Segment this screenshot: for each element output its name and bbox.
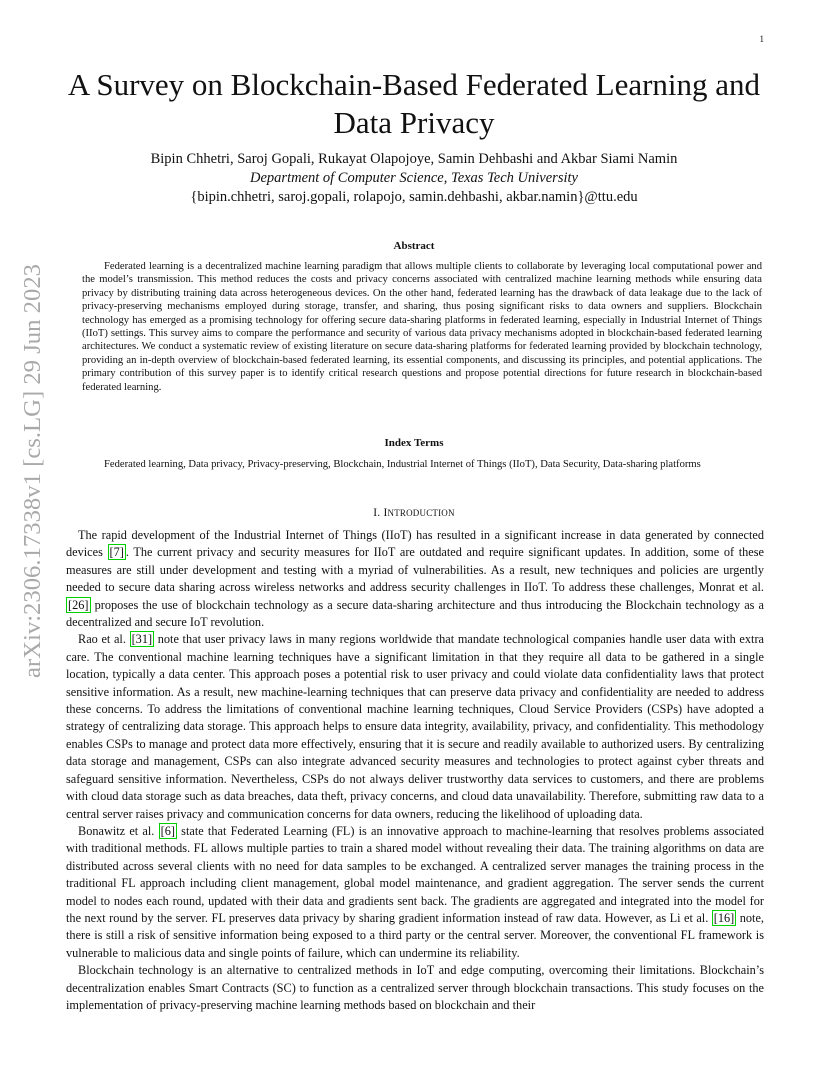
paragraph (66, 962, 764, 1014)
text-run: note that user privacy laws in many regions worldwide that mandate technological companies handle user data with extra care. The conventional machine learning techniques have a significant limitation in that they require all data to be gathered in a single location, typically a data center. This approach poses a potential risk to user privacy and could violate data confidentiality laws that protect sensitive information. As a result, new machine-learning techniques that can preserve data privacy and confidentiality are needed to address these concerns. To address the limitations of conventional machine learning techniques, Cloud Service Providers (CSPs) have adopted a strategy of centralizing data storage. This approach helps to ensure data integrity, availability, privacy, and confidentiality. This methodology enables CSPs to manage and protect data more effectively, ensuring that it is secure and readily available to authorized users. By centralizing data storage and management, CSPs can also integrate advanced security measures and technologies to protect against cyber threats and safeguard sensitive information. Nevertheless, CSPs do not always deliver trustworthy data services to customers, and there are problems with cloud data storage such as data breaches, data theft, privacy concerns, and cloud data unavailability. Therefore, submitting raw data to a central server raises privacy and communication concerns for data owners, reducing the likelihood of uploading data. (66, 632, 765, 821)
citation-link[interactable]: [7] (109, 545, 124, 560)
page-number: 1 (759, 34, 764, 44)
section-name: NTRODUCTION (387, 508, 455, 518)
index-terms-heading: Index Terms (384, 437, 444, 449)
section-numeral: I. I (373, 507, 388, 519)
citation-link[interactable]: [6] (160, 823, 175, 838)
paper-title: A Survey on Blockchain-Based Federated Learning and Data Privacy (67, 67, 761, 140)
introduction-body (66, 527, 764, 1014)
citation-link[interactable]: [26] (68, 597, 89, 612)
text-run: proposes the use of blockchain technology as a secure data-sharing architecture and thus introducing the Blockchain technology as a decentralized and secure IoT revolution. (66, 597, 764, 630)
citation-link[interactable]: [16] (713, 910, 735, 925)
section-heading-introduction (60, 507, 768, 519)
author-names: Bipin Chhetri, Saroj Gopali, Rukayat Olapojoye, Samin Dehbashi and Akbar Siami Namin (150, 151, 678, 167)
text-run: Blockchain technology is an alternative to centralized methods in IoT and edge computing, overcoming their limitations. Blockchain’s decentralization enables Smart Contracts (SC) to function as a centralized server through blockchain transactions. This study focuses on the implementation of privacy-preserving machine learning methods based on blockchain and their (66, 963, 764, 1012)
paragraph (66, 527, 764, 631)
citation-link[interactable]: [31] (131, 632, 153, 647)
paragraph (66, 823, 764, 962)
text-run: Bonawitz et al. (78, 823, 159, 838)
author-block (60, 150, 768, 207)
text-run: Rao et al. (78, 632, 130, 647)
text-run: The rapid development of the Industrial Internet of Things (IIoT) has resulted in a significant increase in data generated by connected devices (66, 528, 764, 560)
text-run: state that Federated Learning (FL) is an innovative approach to machine-learning that resolves problems associated with traditional methods. FL allows multiple parties to train a shared model without revealing their data. The training algorithms on data are distributed across several clients with no need for data samples to be exchanged. A centralized server manages the training process in the traditional FL approach including client management, global model maintenance, and gradient aggregation. The server sends the current model to nodes each round, updated with their data and gradients sent back. The gradients are aggregated and integrated into the model for the next round by the server. FL preserves data privacy by sharing gradient information instead of raw data. However, as Li et al. (66, 823, 764, 925)
arxiv-stamp-text: arXiv:2306.17338v1 [cs.LG] 29 Jun 2023 (20, 275, 46, 678)
text-run: . The current privacy and security measures for IIoT are outdated and require significant updates. In addition, some of these measures are still under development and testing with a myriad of vulnerabilities. As a result, new techniques and policies are urgently needed to secure data sharing across wireless networks and address security challenges in IIoT. To address these challenges, Monrat et al. (66, 545, 764, 595)
author-emails: {bipin.chhetri, saroj.gopali, rolapojo, samin.dehbashi, akbar.namin}@ttu.edu (190, 189, 638, 205)
text-run: note, there is still a risk of sensitive information being exposed to a third party or the central server. Moreover, the conventional FL framework is vulnerable to malicious data and single points of failure, which can undermine its reliability. (66, 910, 765, 960)
abstract-text: Federated learning is a decentralized machine learning paradigm that allows multiple clients to collaborate by leveraging local computational power and the model’s transmission. This method reduces the costs and privacy concerns associated with centralized machine learning methods while ensuring data privacy by distributing training data across heterogeneous devices. On the other hand, federated learning has the drawback of data leakage due to the lack of privacy-preserving mechanisms employed during storage, transfer, and sharing, thus posing significant risks to data owners and suppliers. Blockchain technology has emerged as a promising technology for offering secure data-sharing platforms in federated learning, especially in Industrial Internet of Things (IIoT) settings. This survey aims to compare the performance and security of various data privacy mechanisms adopted in blockchain-based federated learning architectures. We conduct a systematic review of existing literature on secure data-sharing platforms for federated learning provided by blockchain technology, providing an in-depth overview of blockchain-based federated learning, its essential components, and discussing its principles, and potential applications. The primary contribution of this survey paper is to identify critical research questions and propose potential directions for future research in blockchain-based federated learning. (82, 261, 762, 393)
index-terms-text: Federated learning, Data privacy, Privacy-preserving, Blockchain, Industrial Internet of Things (IIoT), Data Security, Data-sharing platforms (104, 459, 701, 470)
abstract-heading: Abstract (393, 240, 435, 252)
arxiv-stamp (16, 260, 46, 680)
paragraph (66, 631, 764, 822)
department: Department of Computer Science, Texas Tech University (250, 170, 578, 186)
